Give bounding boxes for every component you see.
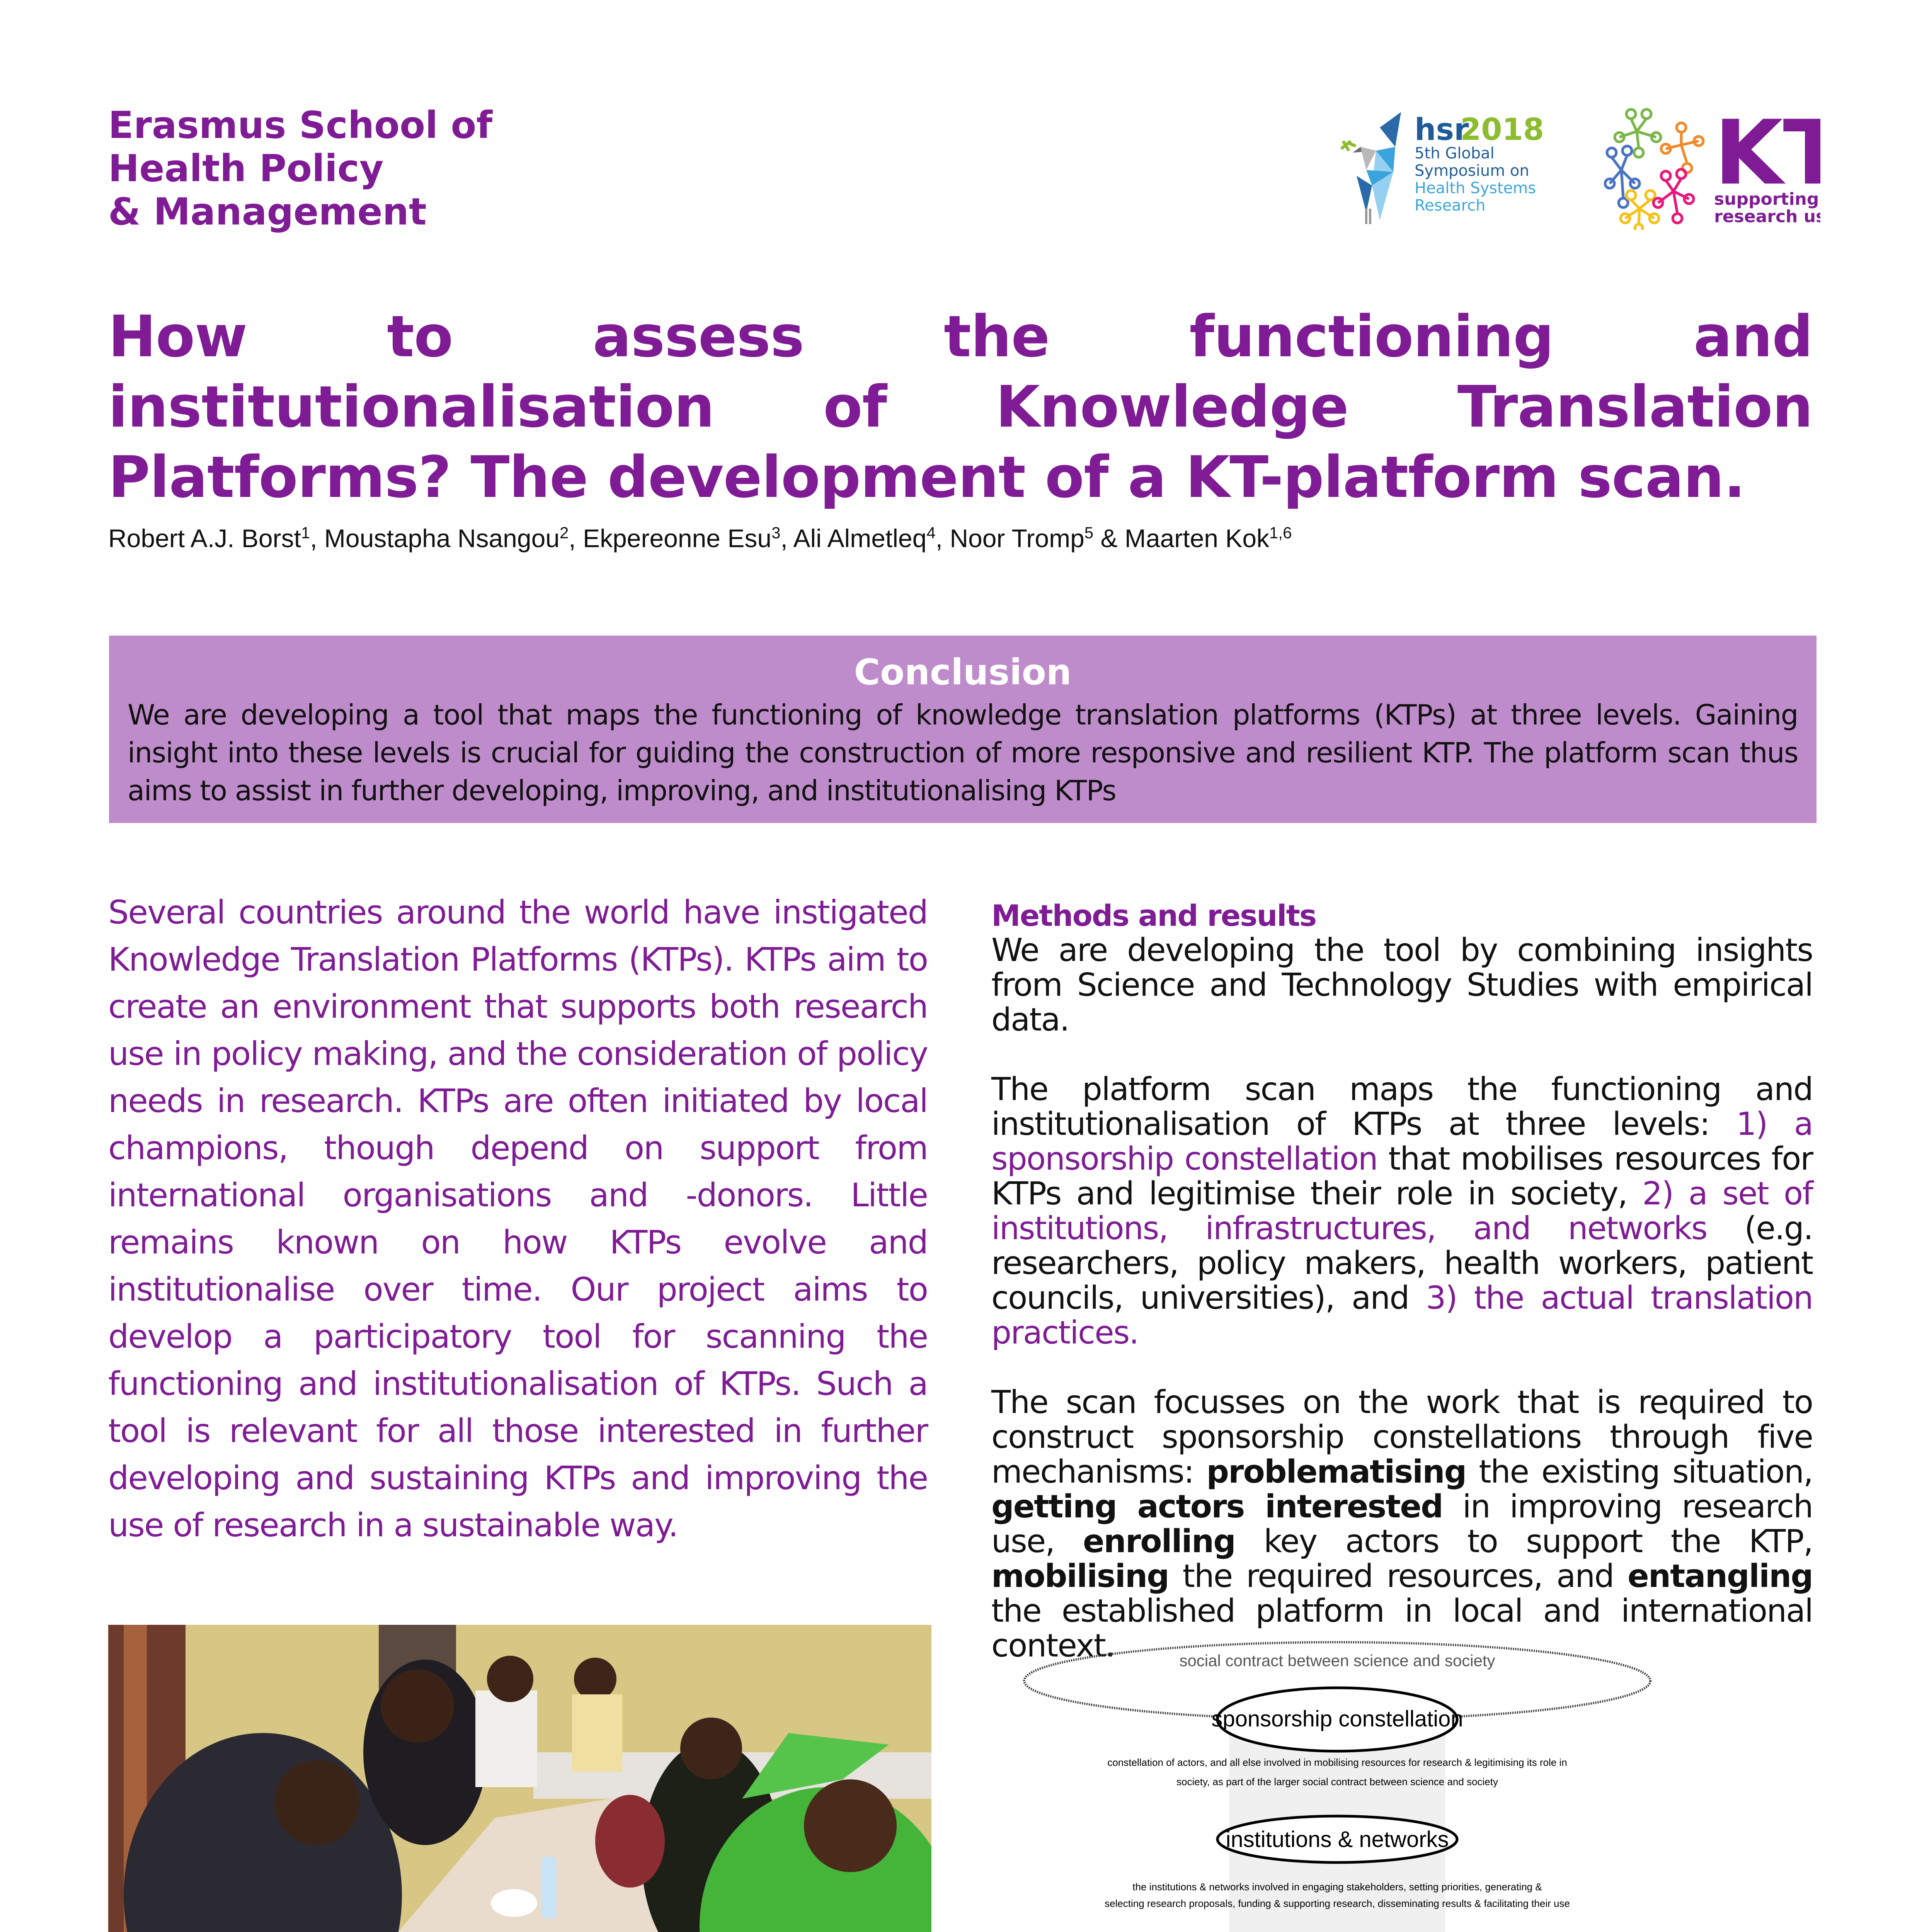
kt-brand: KT <box>1714 106 1820 205</box>
methods-heading: Methods and results <box>991 898 1316 933</box>
author-affiliation-ref: 3 <box>771 524 781 542</box>
methods-section <box>991 898 1813 1698</box>
author-name: Noor Tromp <box>950 524 1084 553</box>
school-name-line: Health Policy <box>108 147 384 190</box>
kt-line: supporting <box>1714 189 1819 209</box>
author-name: Maarten Kok <box>1124 524 1270 553</box>
level-label: sponsorship constellation <box>1211 1706 1463 1731</box>
level-description: selecting research proposals, funding & supporting research, disseminating results & facilitating their use <box>1105 1898 1570 1909</box>
text-segment: the required resources, and <box>1168 1558 1628 1595</box>
methods-paragraph-1: We are developing the tool by combining insights from Science and Technology Studies with empirical data. <box>991 932 1813 1038</box>
text-segment: that mobilises resources for KTPs and legitimise their role in society, <box>991 1141 1813 1212</box>
author-affiliation-ref: 4 <box>926 524 936 542</box>
hsr-line: 5th Global <box>1415 145 1495 162</box>
mechanism-term: mobilising <box>991 1558 1169 1595</box>
level-highlight: 2) a set of institutions, infrastructures, and networks <box>991 1175 1813 1247</box>
text-segment: key actors to support the KTP, <box>1235 1523 1813 1560</box>
author-name: Ali Almetleq <box>793 524 927 553</box>
mechanism-term: problematising <box>1206 1454 1466 1490</box>
author-affiliation-ref: 5 <box>1084 524 1094 542</box>
social-contract-label: social contract between science and society <box>1179 1651 1495 1670</box>
text-segment: the established platform in local and international context. <box>991 1593 1813 1664</box>
level-highlight: 3) the actual translation practices <box>991 1280 1813 1351</box>
author-name: Ekpereonne Esu <box>583 524 772 553</box>
origami-bird-icon <box>1341 112 1401 224</box>
level-description: society, as part of the larger social contract between science and society <box>1176 1776 1498 1787</box>
author-affiliation-ref: 2 <box>560 524 569 542</box>
conclusion-heading: Conclusion <box>854 651 1072 693</box>
school-name <box>108 104 492 233</box>
intro-text: Several countries around the world have instigated Knowledge Translation Platforms (KTPs). KTPs aim to create an environment that supports both research use in policy making, and the consideration of policy needs in research. KTPs are often initiated by local champions, though depend on support from international organisations and -donors. Little remains known on how KTPs evolve and institutionalise over time. Our project aims to develop a participatory tool for scanning the functioning and institutionalisation of KTPs. Such a tool is relevant for all those interested in further developing and sustaining KTPs and improving the use of research in a sustainable way. <box>108 893 928 1544</box>
text-segment: in improving research use, <box>991 1488 1813 1560</box>
level-highlight: . <box>1129 1315 1139 1351</box>
author-affiliation-ref: 1,6 <box>1269 524 1292 542</box>
kt-line: research u <box>1714 207 1816 226</box>
conclusion-text: We are developing a tool that maps the functioning of knowledge translation platforms (KTPs) at three levels. Gaining insight into these levels is crucial for guiding the construction of more responsive and resilient KTP. The platform scan thus aims to assist in further developing, improving, and institutionalising KTPs <box>128 699 1798 807</box>
hsr-year: 2018 <box>1460 112 1544 147</box>
text-segment: The platform scan maps the functioning and institutionalisation of KTPs at three levels: <box>991 1071 1813 1143</box>
school-name-line: & Management <box>108 190 427 233</box>
poster-title: How to assess the functioning and institutionalisation of Knowledge Translation Platforms? The development of a KT-platform scan. <box>108 303 1813 510</box>
level-highlight: 1) a sponsorship constellation <box>991 1106 1813 1177</box>
mechanism-term: enrolling <box>1083 1523 1235 1560</box>
workshop-photo-image <box>108 1625 931 1932</box>
text-segment: the existing situation, <box>1466 1454 1813 1490</box>
school-name-line: Erasmus School of <box>108 104 493 147</box>
mechanism-term: entangling <box>1628 1558 1813 1595</box>
author-name: Robert A.J. Borst <box>108 524 301 553</box>
methods-paragraph-levels <box>991 1072 1813 1350</box>
hsr-brand: hsr <box>1415 112 1469 147</box>
hsr-line: Health Systems <box>1415 179 1536 197</box>
hsr2018-logo <box>1337 104 1561 228</box>
text-segment: (e.g. researchers, policy makers, health workers, patient councils, universities), and <box>991 1210 1813 1316</box>
author-affiliation-ref: 1 <box>301 524 310 542</box>
author-name: Moustapha Nsangou <box>324 524 560 553</box>
workshop-photo <box>108 1625 931 1932</box>
hsr-line: Symposium on <box>1415 162 1529 180</box>
conclusion-box <box>109 636 1817 823</box>
text-segment: The scan focusses on the work that is required to construct sponsorship constellations through five mechanisms: <box>991 1384 1813 1490</box>
three-levels-diagram <box>986 1638 1720 1932</box>
level-description: the institutions & networks involved in engaging stakeholders, setting priorities, generating & <box>1132 1881 1542 1893</box>
hsr-line: Research <box>1415 197 1486 214</box>
level-label: institutions & networks <box>1226 1827 1449 1852</box>
molecule-network-icon <box>1605 109 1703 230</box>
level-description: constellation of actors, and all else involved in mobilising resources for research & legitimising its role in <box>1107 1757 1567 1768</box>
author-list: Robert A.J. Borst$^1$, Moustapha Nsangou$^2$, Ekpereonne Esu$^3$, Ali Almetleq$^4$, Noor Tromp$^5$ & Maarten Kok$^{1,6}$ <box>108 524 1292 553</box>
kt-logo <box>1604 106 1820 230</box>
methods-paragraph-mechanisms <box>991 1385 1813 1663</box>
mechanism-term: getting actors interested <box>991 1488 1443 1525</box>
